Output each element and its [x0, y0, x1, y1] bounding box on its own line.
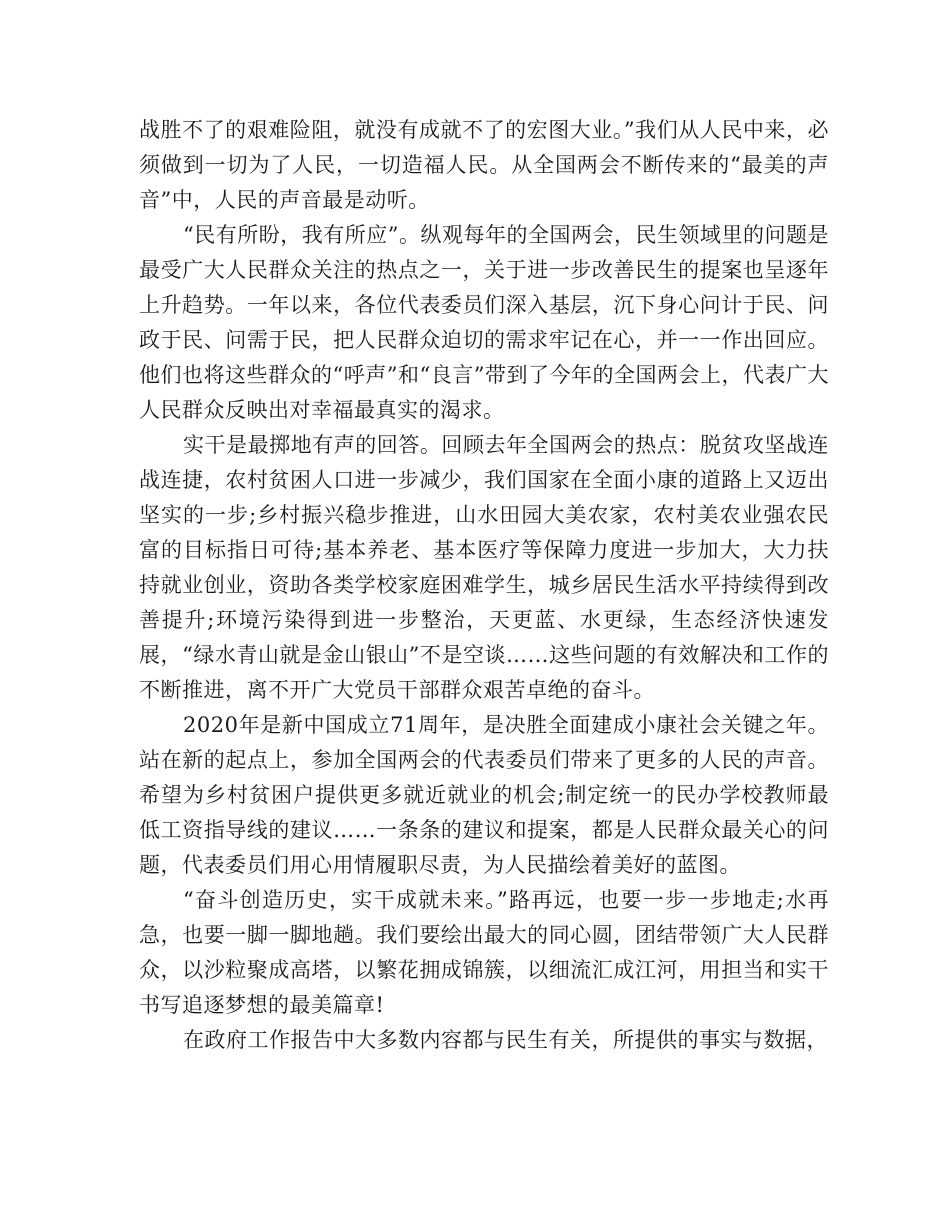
paragraph-government-report: 在政府工作报告中大多数内容都与民生有关，所提供的事实与数据， — [183, 1028, 828, 1052]
paragraph-continuation: 战胜不了的艰难险阻，就没有成就不了的宏图大业。”我们从人民中来，必须做到一切为了人民，一切造福人民。从全国两会不断传来的“最美的声音”中，人民的声音最是动听。 — [139, 118, 829, 212]
paragraph-2020: 2020年是新中国成立71周年，是决胜全面建成小康社会关键之年。站在新的起点上，参加全国两会的代表委员们带来了更多的人民的声音。希望为乡村贫困户提供更多就近就业的机会;制定统一的民办学校教师最低工资指导线的建议……一条条的建议和提案，都是人民群众最关心的问题，代表委员们用心用情履职尽责，为人民描绘着美好的蓝图。 — [139, 713, 829, 877]
document-body — [139, 113, 829, 1058]
paragraph-people-expectation: “民有所盼，我有所应”。纵观每年的全国两会，民生领域里的问题是最受广大人民群众关注的热点之一，关于进一步改善民生的提案也呈逐年上升趋势。一年以来，各位代表委员们深入基层，沉下身心问计于民、问政于民、问需于民，把人民群众迫切的需求牢记在心，并一一作出回应。他们也将这些群众的“呼声”和“良言”带到了今年的全国两会上，代表广大人民群众反映出对幸福最真实的渴求。 — [139, 223, 829, 422]
paragraph-struggle: “奋斗创造历史，实干成就未来。”路再远，也要一步一步地走;水再急，也要一脚一脚地趟。我们要绘出最大的同心圆，团结带领广大人民群众，以沙粒聚成高塔，以繁花拥成锦簇，以细流汇成江河，用担当和实干书写追逐梦想的最美篇章! — [139, 888, 829, 1017]
paragraph-hard-work: 实干是最掷地有声的回答。回顾去年全国两会的热点：脱贫攻坚战连战连捷，农村贫困人口进一步减少，我们国家在全面小康的道路上又迈出坚实的一步;乡村振兴稳步推进，山水田园大美农家，农村美农业强农民富的目标指日可待;基本养老、基本医疗等保障力度进一步加大，大力扶持就业创业，资助各类学校家庭困难学生，城乡居民生活水平持续得到改善提升;环境污染得到进一步整治，天更蓝、水更绿，生态经济快速发展，“绿水青山就是金山银山”不是空谈……这些问题的有效解决和工作的不断推进，离不开广大党员干部群众艰苦卓绝的奋斗。 — [139, 433, 829, 702]
